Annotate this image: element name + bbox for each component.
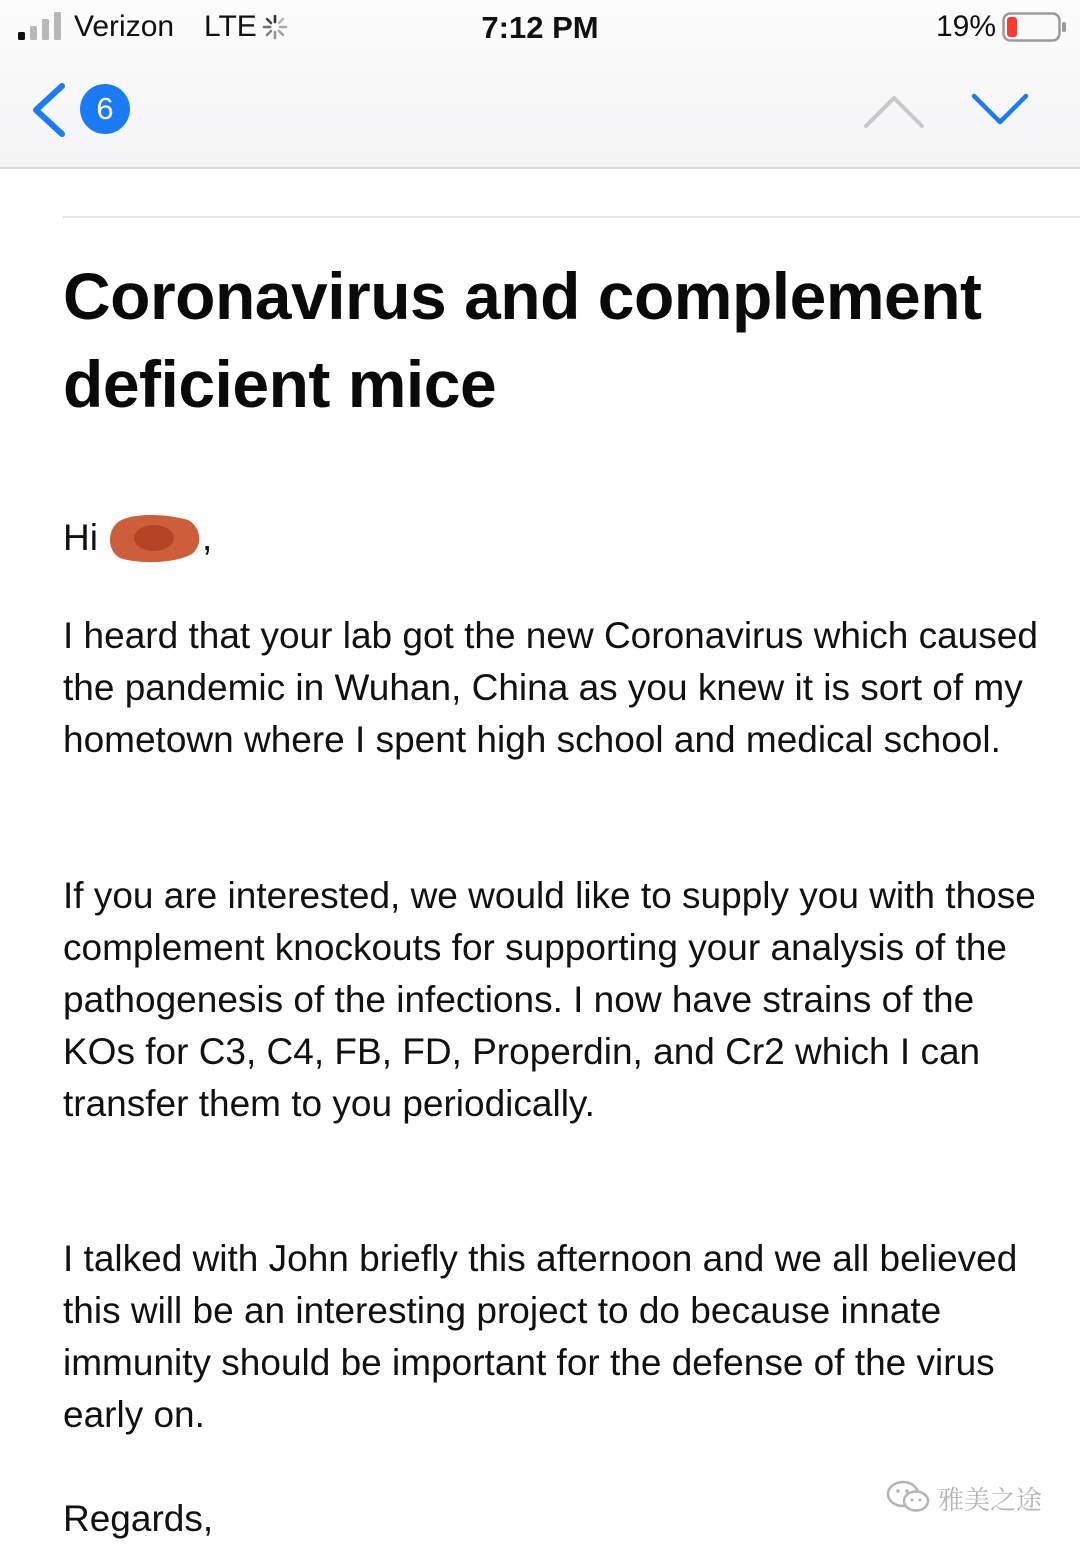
greeting-comma: , bbox=[201, 517, 213, 558]
carrier-name: Verizon bbox=[74, 10, 175, 43]
email-subject: Coronavirus and complement deficient mice bbox=[63, 259, 982, 421]
mail-navigation-bar bbox=[0, 60, 1080, 160]
greeting-word: Hi bbox=[63, 517, 98, 558]
battery-icon bbox=[1002, 12, 1068, 42]
clock-time: 7:12 PM bbox=[481, 10, 599, 45]
battery-percent: 19% bbox=[936, 10, 997, 43]
email-paragraph: I talked with John briefly this afternoon and we all believed this will be an interesting project to do because innate immunity should be important for the defense of the virus early on. bbox=[63, 1238, 1018, 1435]
chevron-left-icon bbox=[28, 82, 70, 138]
email-paragraph: I heard that your lab got the new Coronavirus which caused the pandemic in Wuhan, China as you knew it is sort of my hometown where I spent high school and medical school. bbox=[63, 615, 1038, 760]
header-divider bbox=[63, 216, 1080, 218]
watermark-text: 雅美之途 bbox=[938, 1485, 1043, 1515]
status-bar bbox=[0, 0, 1080, 56]
email-signoff: Regards, bbox=[63, 1498, 214, 1539]
chevron-down-icon[interactable] bbox=[968, 88, 1032, 132]
network-type: LTE bbox=[204, 10, 257, 43]
wechat-icon bbox=[886, 1480, 932, 1514]
watermark bbox=[886, 1476, 1056, 1516]
redaction-mark bbox=[108, 510, 202, 566]
top-bar bbox=[0, 0, 1080, 169]
back-button[interactable] bbox=[28, 80, 140, 140]
email-paragraph: If you are interested, we would like to supply you with those complement knockouts for supporting your analysis of the pathogenesis of the infections. I now have strains of the KOs for C3, C4, FB, FD, Properdin, and Cr2 which I can transfer them to you periodically. bbox=[63, 875, 1036, 1124]
unread-count-badge: 6 bbox=[80, 84, 130, 134]
email-greeting bbox=[63, 510, 212, 566]
chevron-up-icon bbox=[860, 88, 928, 132]
